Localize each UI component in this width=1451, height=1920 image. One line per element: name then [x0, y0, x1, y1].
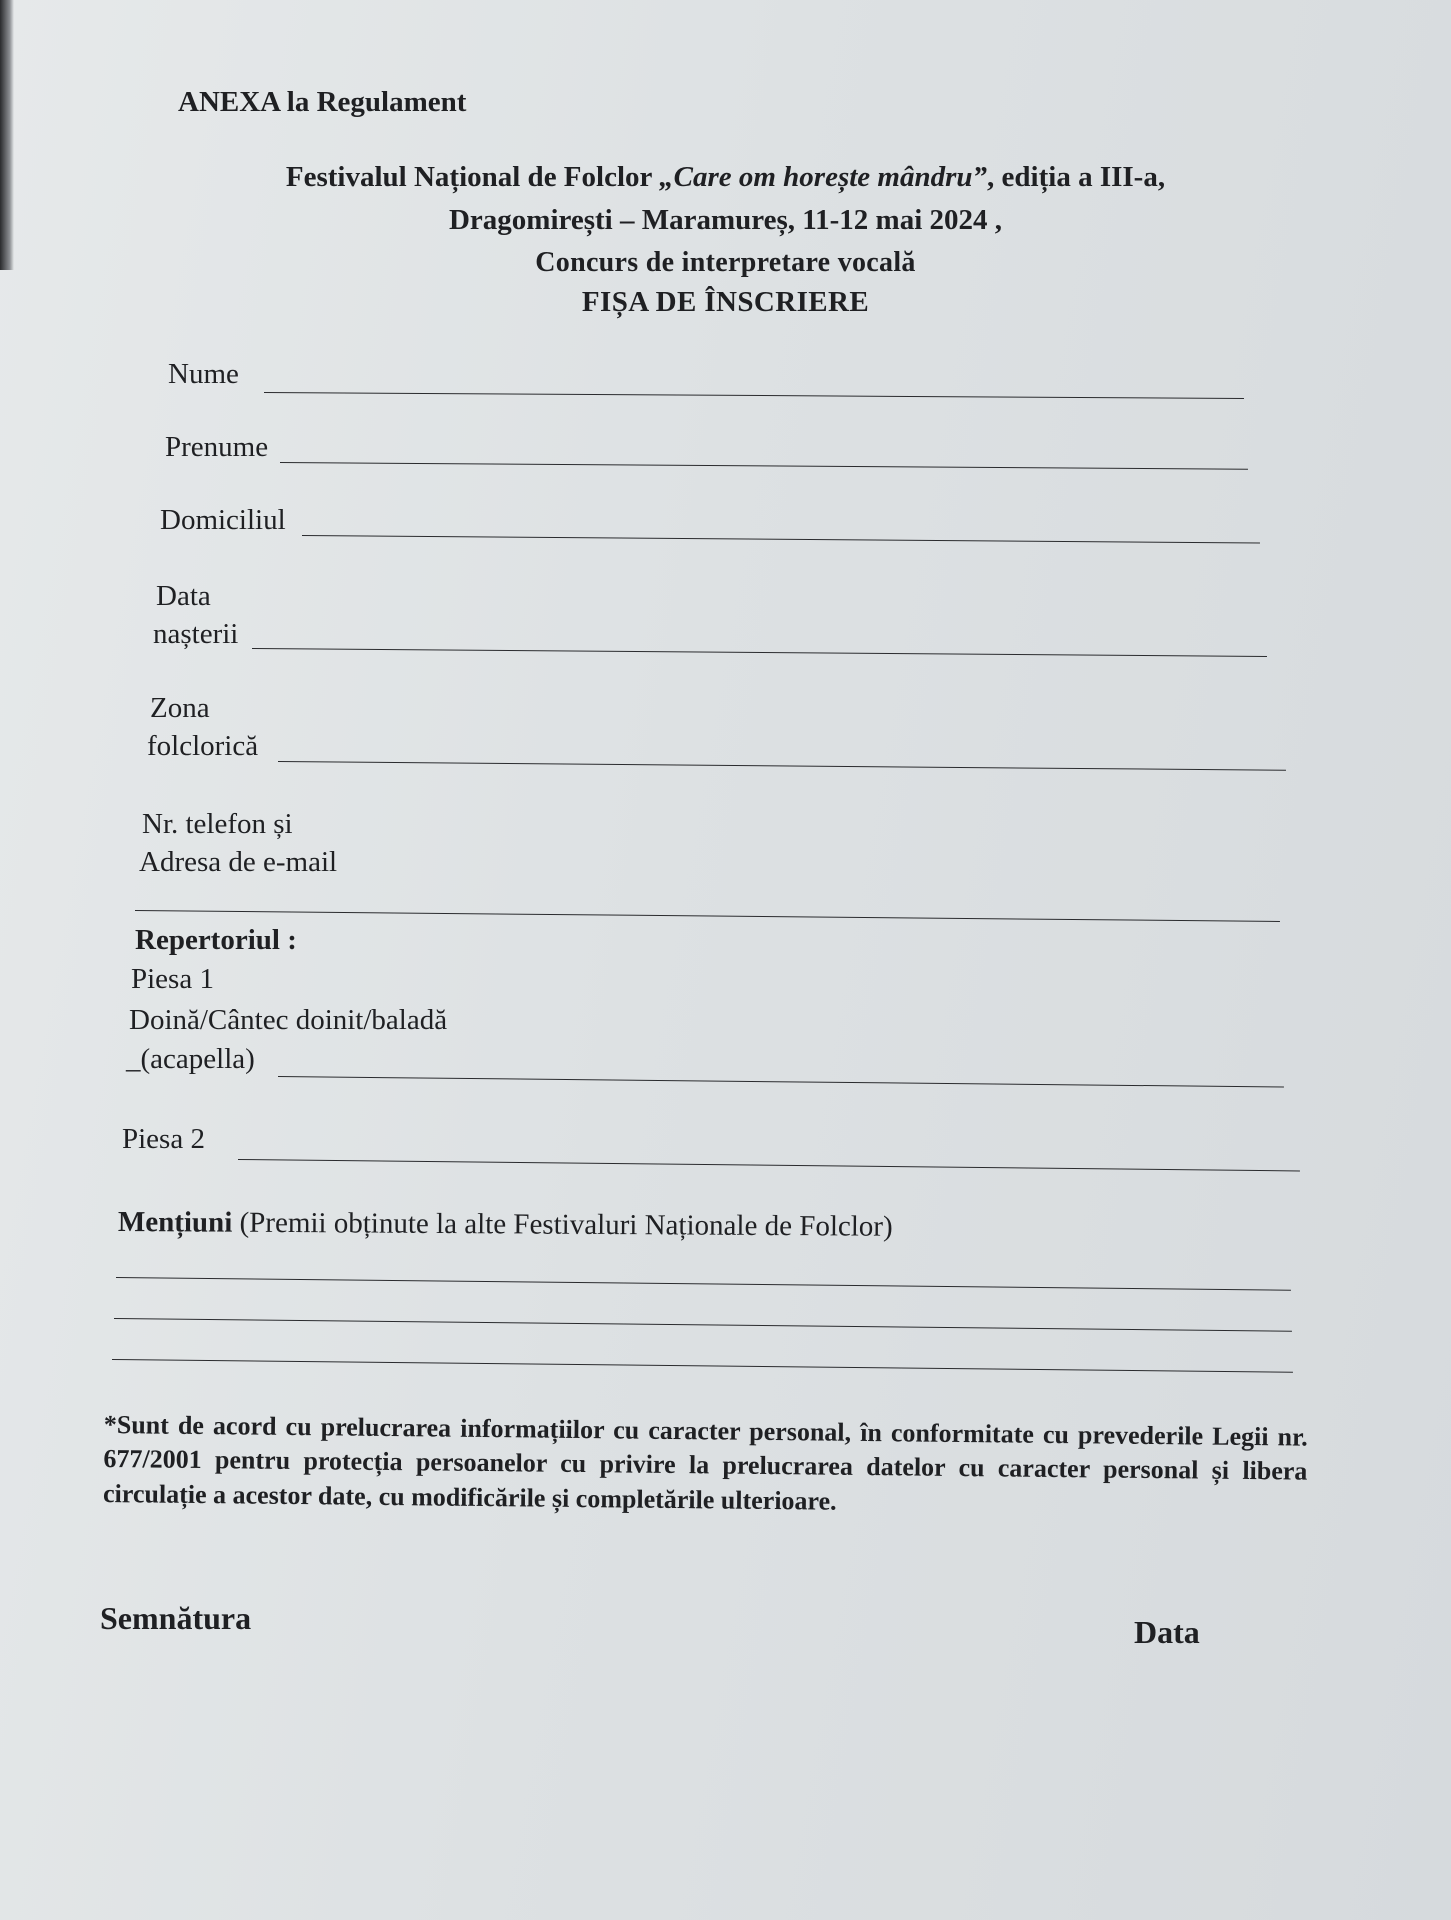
festival-location-date: Dragomirești – Maramureș, 11-12 mai 2024 ,: [448, 204, 1003, 236]
mentiuni-line-3[interactable]: [112, 1359, 1293, 1373]
data-nasterii-field-line[interactable]: [252, 648, 1267, 657]
festival-title-italic: „Care om horește mândru”: [659, 161, 988, 193]
prenume-field-line[interactable]: [280, 462, 1248, 470]
zona-folclorica-label-line1: Zona: [150, 692, 210, 724]
mentiuni-line-2[interactable]: [114, 1318, 1292, 1332]
mentiuni-label: [118, 1206, 893, 1244]
form-title: FIȘA DE ÎNSCRIERE: [581, 286, 870, 318]
zona-folclorica-field-line[interactable]: [278, 761, 1286, 771]
contest-name: Concurs de interpretare vocală: [535, 247, 916, 278]
data-nasterii-label-line2: nașterii: [153, 618, 239, 650]
telefon-email-field-line[interactable]: [135, 910, 1280, 922]
nume-label: Nume: [168, 358, 239, 390]
piesa2-label: Piesa 2: [122, 1123, 205, 1155]
mentiuni-title: Mențiuni: [117, 1206, 233, 1239]
piesa1-label: Piesa 1: [131, 963, 214, 995]
prenume-label: Prenume: [165, 431, 269, 463]
festival-title: [0, 161, 1451, 194]
festival-title-part1: Festivalul Național de Folclor: [285, 161, 660, 193]
domiciliul-label: Domiciliul: [160, 504, 286, 536]
data-nasterii-label-line1: Data: [156, 580, 211, 612]
telefon-label-line1: Nr. telefon și: [142, 808, 293, 840]
piesa1-description: Doină/Cântec doinit/baladă: [129, 1004, 448, 1036]
nume-field-line[interactable]: [264, 392, 1244, 399]
mentiuni-detail: (Premii obținute la alte Festivaluri Naționale de Folclor): [232, 1206, 893, 1243]
mentiuni-line-1[interactable]: [116, 1277, 1291, 1291]
repertoriu-heading: Repertoriul :: [135, 924, 297, 956]
telefon-label-line2: Adresa de e-mail: [139, 846, 338, 878]
piesa1-acapella-note: _(acapella): [126, 1043, 255, 1075]
festival-title-part2: , ediția a III-a,: [987, 161, 1166, 193]
date-label: Data: [1134, 1614, 1200, 1650]
piesa2-field-line[interactable]: [238, 1159, 1300, 1171]
signature-label: Semnătura: [100, 1600, 252, 1636]
annex-title: ANEXA la Regulament: [178, 86, 467, 118]
consent-statement: *Sunt de acord cu prelucrarea informațiilor cu caracter personal, în conformitate cu prevederile Legii nr. 677/2001 pentru protecția persoanelor cu privire la prelucrarea datelor cu caracter personal și libera circulație a acestor date, cu modificările și completările ulterioare.: [102, 1409, 1308, 1516]
zona-folclorica-label-line2: folclorică: [147, 730, 259, 762]
piesa1-field-line[interactable]: [278, 1076, 1284, 1088]
domiciliul-field-line[interactable]: [302, 535, 1260, 544]
